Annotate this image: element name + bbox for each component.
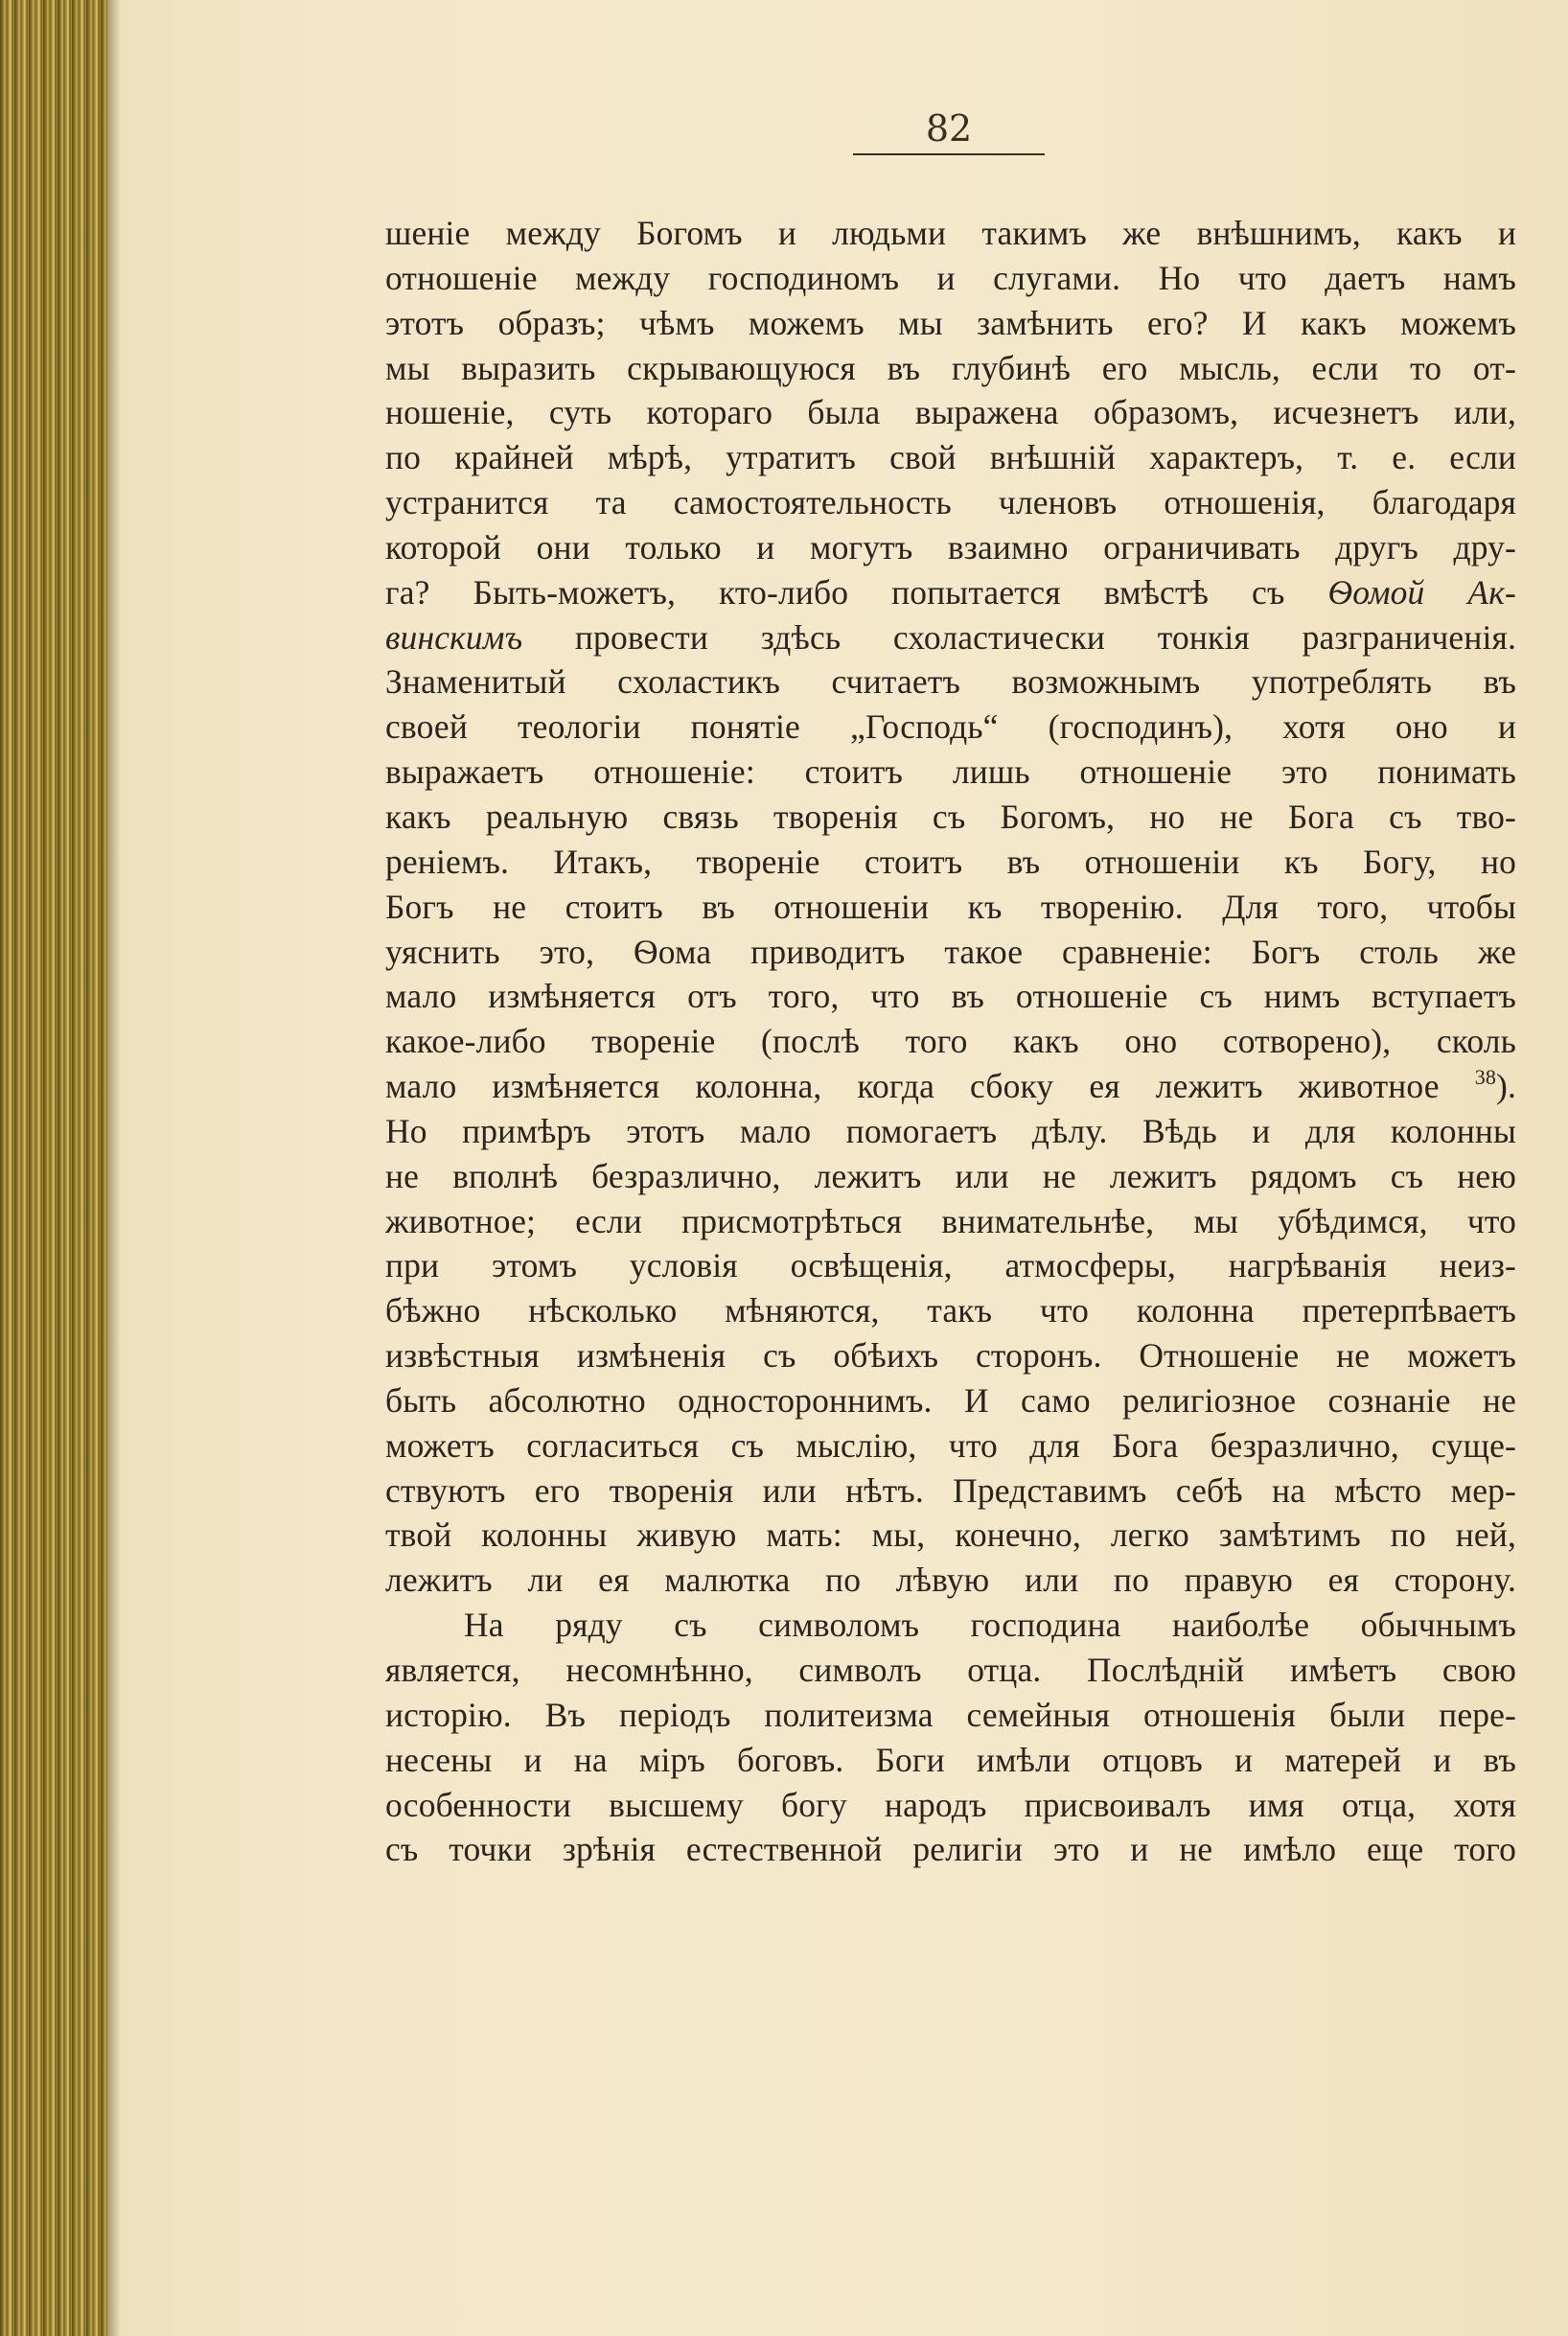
line-text: отношеніе между господиномъ и слугами. Но что даетъ намъ [385, 258, 1516, 297]
line-text: можетъ согласиться съ мыслію, что для Бога безразлично, суще- [385, 1425, 1516, 1465]
text-line [385, 390, 1516, 435]
text-line [385, 301, 1516, 346]
line-text: быть абсолютно одностороннимъ. И само религіозное сознаніе не [385, 1380, 1516, 1420]
text-line [385, 1243, 1516, 1288]
text-line [385, 1378, 1516, 1423]
page-number: 82 [925, 107, 973, 150]
line-text: шеніе между Богомъ и людьми такимъ же внѣшнимъ, какъ и [385, 214, 1516, 252]
italic-name: винскимъ [385, 617, 523, 657]
text-line [385, 346, 1516, 391]
line-text: при этомъ условія освѣщенія, атмосферы, нагрѣванія неиз- [385, 1246, 1516, 1285]
line-text: На ряду съ символомъ господина наиболѣе обычнымъ [464, 1606, 1516, 1645]
text-line [385, 1513, 1516, 1558]
line-text: съ точки зрѣнія естественной религіи это и не имѣло еще того [385, 1830, 1516, 1869]
text-line [385, 1738, 1516, 1783]
line-text: какъ реальную связь творенія съ Богомъ, но не Бога съ тво- [385, 797, 1516, 836]
line-text: га? Быть-можетъ, кто-либо попытается вмѣстѣ съ [385, 572, 1328, 612]
line-text: мало измѣняется колонна, когда сбоку ея лежитъ животное [385, 1067, 1475, 1106]
text-line [385, 615, 1516, 660]
line-text: несены и на міръ боговъ. Боги имѣли отцовъ и матерей и въ [385, 1740, 1516, 1779]
line-text: реніемъ. Итакъ, твореніе стоитъ въ отношеніи къ Богу, но [385, 842, 1516, 881]
text-line [385, 659, 1516, 705]
line-text: выражаетъ отношеніе: стоитъ лишь отношеніе это понимать [385, 752, 1516, 792]
line-text: которой они только и могутъ взаимно ограничивать другъ дру- [385, 527, 1516, 567]
text-line [385, 525, 1516, 570]
text-line [385, 930, 1516, 975]
line-text: своей теологіи понятіе „Господь“ (господинъ), хотя оно и [385, 707, 1516, 747]
text-line [385, 256, 1516, 301]
line-text: особенности высшему богу народъ присвоивалъ имя отца, хотя [385, 1785, 1516, 1824]
text-line [385, 570, 1516, 615]
line-text: твой колонны живую мать: мы, конечно, легко замѣтимъ по ней, [385, 1515, 1516, 1555]
text-line [385, 1154, 1516, 1199]
text-line [385, 1827, 1516, 1872]
line-text: ). [1496, 1067, 1516, 1106]
text-line [385, 1783, 1516, 1828]
body-text [385, 211, 1516, 1872]
line-text: мало измѣняется отъ того, что въ отношеніе съ нимъ вступаетъ [385, 977, 1516, 1016]
line-text: провести здѣсь схоластически тонкія разграниченія. [522, 617, 1516, 657]
text-line [385, 1288, 1516, 1333]
line-text: не вполнѣ безразлично, лежитъ или не лежитъ рядомъ съ нею [385, 1156, 1516, 1195]
line-text: по крайней мѣрѣ, утратитъ свой внѣшній характеръ, т. е. если [385, 438, 1516, 477]
page-number-rule [853, 153, 1045, 155]
text-line [385, 1423, 1516, 1469]
text-line [385, 705, 1516, 750]
text-line [385, 1199, 1516, 1244]
text-line [385, 1558, 1516, 1603]
italic-name: Ѳомой Ак- [1327, 572, 1516, 612]
line-text: ствуютъ его творенія или нѣтъ. Представимъ себѣ на мѣсто мер- [385, 1470, 1516, 1510]
text-line [385, 211, 1516, 256]
line-text: извѣстныя измѣненія съ обѣихъ сторонъ. Отношеніе не можетъ [385, 1336, 1516, 1376]
line-text: какое-либо твореніе (послѣ того какъ оно сотворено), сколь [385, 1022, 1516, 1061]
line-text: исторію. Въ періодъ политеизма семейныя отношенія были пере- [385, 1695, 1516, 1734]
line-text: мы выразить скрывающуюся въ глубинѣ его мысль, если то от- [385, 348, 1516, 387]
line-text: Богъ не стоитъ въ отношеніи къ творенію. Для того, чтобы [385, 887, 1516, 926]
text-line [385, 435, 1516, 480]
text-line [385, 795, 1516, 840]
line-text: этотъ образъ; чѣмъ можемъ мы замѣнить его? И какъ можемъ [385, 303, 1516, 342]
line-text: лежитъ ли ея малютка по лѣвую или по правую ея сторону. [385, 1561, 1516, 1600]
text-line [385, 885, 1516, 930]
text-line [385, 1603, 1516, 1648]
line-text: животное; если присмотрѣться внимательнѣе, мы убѣдимся, что [385, 1201, 1516, 1240]
gilt-page-edge [0, 0, 107, 2336]
line-text: является, несомнѣнно, символъ отца. Послѣдній имѣетъ свою [385, 1651, 1516, 1689]
footnote-marker: 38 [1474, 1065, 1496, 1090]
text-line [385, 480, 1516, 525]
line-text: Знаменитый схоластикъ считаетъ возможнымъ употреблять въ [385, 662, 1516, 702]
text-line [385, 974, 1516, 1019]
text-line [385, 1019, 1516, 1064]
line-text: Но примѣръ этотъ мало помогаетъ дѣлу. Вѣдь и для колонны [385, 1111, 1516, 1150]
line-text: бѣжно нѣсколько мѣняются, такъ что колонна претерпѣваетъ [385, 1291, 1516, 1330]
text-line [385, 750, 1516, 795]
text-line [385, 840, 1516, 885]
line-text: ношеніе, суть котораго была выражена образомъ, исчезнетъ или, [385, 393, 1516, 432]
line-text: устранится та самостоятельность членовъ отношенія, благодаря [385, 483, 1516, 522]
text-line [385, 1333, 1516, 1378]
text-line [385, 1648, 1516, 1693]
text-line [385, 1064, 1516, 1109]
line-text: уяснить это, Ѳома приводитъ такое сравненіе: Богъ столь же [385, 932, 1516, 971]
text-line [385, 1469, 1516, 1514]
text-line [385, 1693, 1516, 1738]
text-line [385, 1109, 1516, 1154]
